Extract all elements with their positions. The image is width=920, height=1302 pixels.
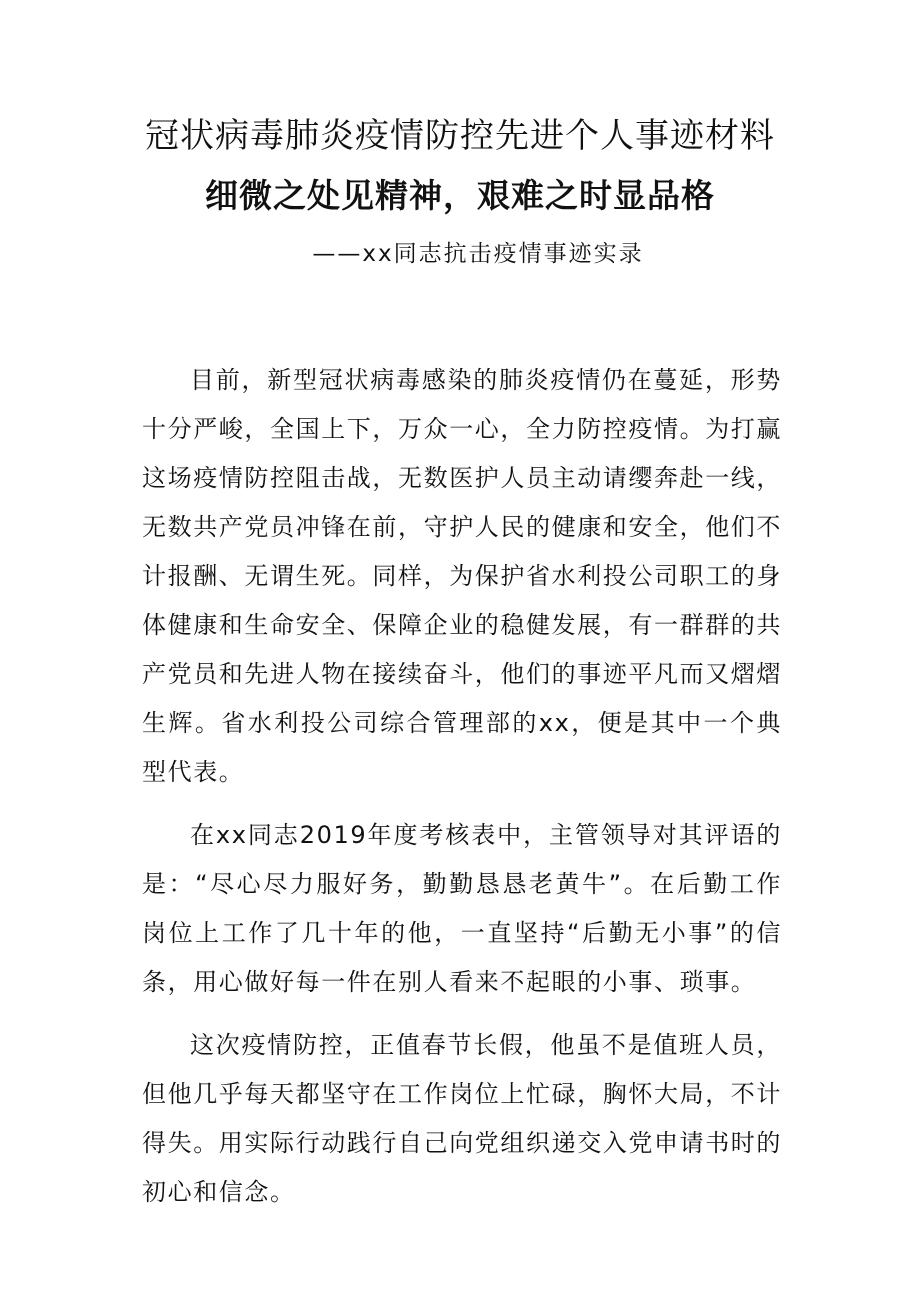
paragraph-1: 目前，新型冠状病毒感染的肺炎疫情仍在蔓延，形势十分严峻，全国上下，万众一心，全力防控疫情。为打赢这场疫情防控阻击战，无数医护人员主动请缨奔赴一线，无数共产党员冲锋在前，守护人民的健康和安全，他们不计报酬、无谓生死。同样，为保护省水利投公司职工的身体健康和生命安全、保障企业的稳健发展，有一群群的共产党员和先进人物在接续奋斗，他们的事迹平凡而又熠熠生辉。省水利投公司综合管理部的xx，便是其中一个典型代表。 (142, 366, 782, 786)
paragraph-3: 这次疫情防控，正值春节长假，他虽不是值班人员，但他几乎每天都坚守在工作岗位上忙碌，胸怀大局，不计得失。用实际行动践行自己向党组织递交入党申请书时的初心和信念。 (142, 1031, 782, 1206)
document-byline: ——xx同志抗击疫情事迹实录 (312, 241, 644, 267)
document-body (142, 356, 782, 1231)
paragraph-2: 在xx同志2019年度考核表中，主管领导对其评语的是：“尽心尽力服好务，勤勤恳恳老黄牛”。在后勤工作岗位上工作了几十年的他，一直坚持“后勤无小事”的信条，用心做好每一件在别人看来不起眼的小事、琐事。 (142, 821, 782, 996)
document-subtitle: 细微之处见精神，艰难之时显品格 (205, 176, 715, 215)
document-title: 冠状病毒肺炎疫情防控先进个人事迹材料 (145, 116, 775, 156)
